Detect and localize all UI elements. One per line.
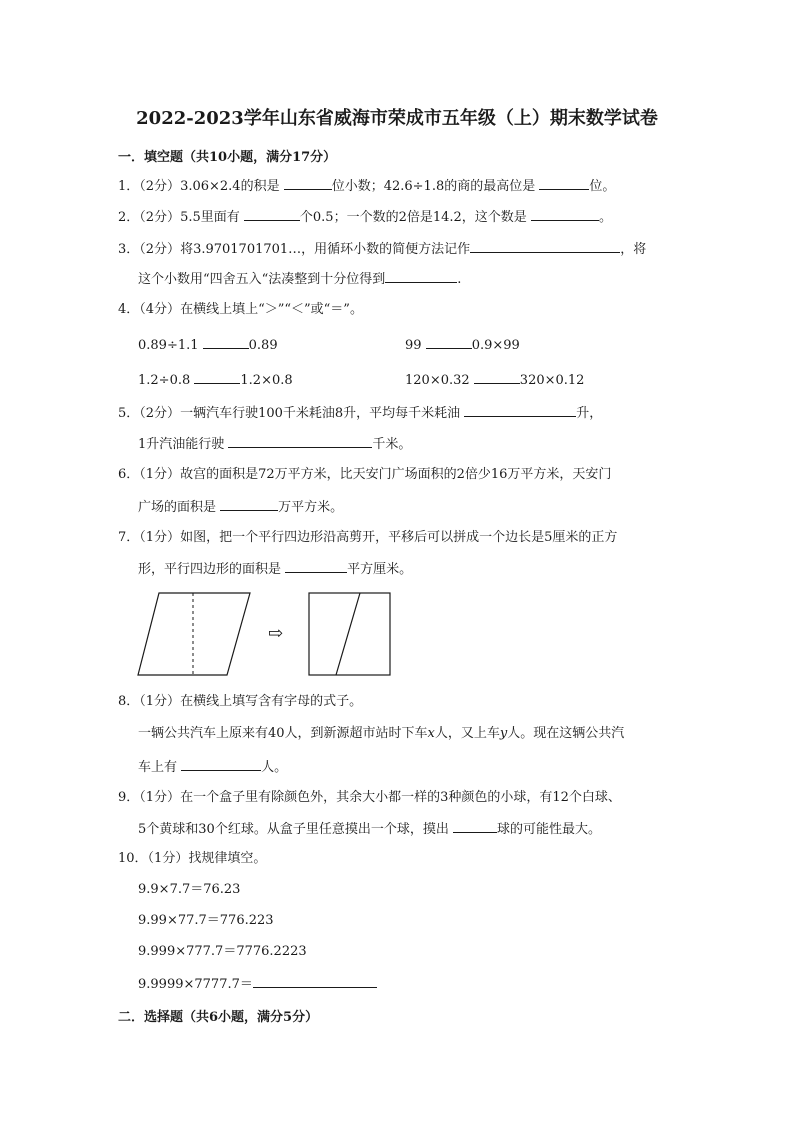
q10-equation-2: 9.99×77.7＝776.223	[138, 913, 274, 928]
question-7	[118, 530, 617, 546]
q4-blank-3[interactable]	[194, 371, 240, 384]
q3-text-d: .	[457, 272, 462, 287]
q3-number: 3．	[118, 242, 140, 257]
q6-number: 6．	[118, 467, 140, 482]
q7-number: 7．	[118, 530, 140, 545]
q10-equation-3: 9.999×777.7＝7776.2223	[138, 944, 307, 959]
q4-item-2-left: 99	[405, 338, 422, 353]
section-heading-multiple-choice: 二．选择题（共6小题，满分5分）	[118, 1010, 319, 1025]
q8-text-f: 人。	[261, 760, 288, 775]
question-3	[118, 240, 646, 258]
question-4	[118, 302, 363, 318]
q10-blank-1[interactable]	[253, 975, 377, 988]
q2-text-b: 个0.5；一个数的2倍是14.2，这个数是	[299, 210, 527, 225]
q5-blank-1[interactable]	[464, 404, 576, 417]
q4-item-4	[405, 371, 584, 388]
question-6	[118, 467, 611, 483]
question-8-line-2	[138, 726, 624, 742]
q4-blank-2[interactable]	[426, 336, 472, 349]
question-1	[118, 177, 615, 195]
transform-arrow-icon: ⇨	[268, 623, 284, 644]
q8-text-d: 人。现在这辆公共汽	[507, 726, 625, 741]
q8-number: 8．	[118, 694, 140, 709]
q6-text-b: 广场的面积是	[138, 500, 217, 515]
question-6-line-2	[138, 498, 343, 516]
q4-item-3-right: 1.2×0.8	[240, 373, 293, 388]
q4-item-2	[405, 336, 520, 353]
q4-item-3-left: 1.2÷0.8	[138, 373, 191, 388]
q9-text-c: 球的可能性最大。	[496, 822, 601, 837]
q5-score: （2分）	[139, 406, 181, 421]
q1-number: 1．	[118, 179, 140, 194]
q6-text-c: 万平方米。	[278, 500, 344, 515]
q8-score: （1分）	[139, 694, 181, 709]
q5-text-c: 1升汽油能行驶	[138, 437, 225, 452]
q8-text-c: 人，又上车	[434, 726, 500, 741]
q9-blank-1[interactable]	[453, 820, 497, 833]
q1-text-c: 位。	[589, 179, 616, 194]
q4-number: 4．	[118, 302, 140, 317]
question-10	[118, 851, 266, 867]
q10-equation-1: 9.9×7.7＝76.23	[138, 882, 241, 897]
q7-text-b: 形，平行四边形的面积是	[138, 562, 282, 577]
square-cut-line	[336, 593, 360, 675]
q1-blank-1[interactable]	[284, 177, 332, 190]
question-9-line-2	[138, 820, 601, 838]
q5-text-a: 一辆汽车行驶100千米耗油8升，平均每千米耗油	[180, 406, 461, 421]
q4-item-3	[138, 371, 293, 388]
q8-text-b: 一辆公共汽车上原来有40人，到新源超市站时下车	[138, 726, 428, 741]
q3-score: （2分）	[139, 242, 181, 257]
q5-blank-2[interactable]	[228, 435, 372, 448]
q6-blank-1[interactable]	[220, 498, 278, 511]
q3-blank-1[interactable]	[470, 240, 620, 253]
q2-score: （2分）	[139, 210, 181, 225]
section-heading-fill-in: 一．填空题（共10小题，满分17分）	[118, 150, 337, 165]
q4-blank-1[interactable]	[203, 336, 249, 349]
q2-blank-1[interactable]	[244, 208, 300, 221]
q9-text-b: 5个黄球和30个红球。从盒子里任意摸出一个球，摸出	[138, 822, 449, 837]
q9-text-a: 在一个盒子里有除颜色外，其余大小都一样的3种颜色的小球，有12个白球、	[180, 790, 621, 805]
q8-var-x: x	[427, 726, 435, 741]
question-3-line-2	[138, 270, 461, 288]
square-shape	[309, 593, 390, 675]
question-5-line-2	[138, 435, 411, 453]
q3-blank-2[interactable]	[385, 270, 457, 283]
q10-equation-4	[138, 975, 377, 993]
q2-blank-2[interactable]	[531, 208, 599, 221]
question-8-line-3	[138, 758, 287, 776]
q8-blank-1[interactable]	[181, 758, 261, 771]
q4-item-4-left: 120×0.32	[405, 373, 470, 388]
q5-number: 5．	[118, 406, 140, 421]
q4-item-1-right: 0.89	[248, 338, 278, 353]
question-2	[118, 208, 612, 226]
q3-text-b: ，将	[620, 242, 647, 257]
q10-text-a: 找规律填空。	[188, 851, 267, 866]
q4-score: （4分）	[139, 302, 181, 317]
page-title: 2022-2023学年山东省威海市荣成市五年级（上）期末数学试卷	[136, 108, 658, 129]
q9-score: （1分）	[139, 790, 181, 805]
question-7-line-2	[138, 560, 412, 578]
q10-number: 10．	[118, 851, 148, 866]
q5-text-d: 千米。	[372, 437, 412, 452]
question-5	[118, 404, 602, 422]
q10-equation-4-text: 9.9999×7777.7＝	[138, 977, 253, 992]
q4-item-1	[138, 336, 278, 353]
q9-number: 9．	[118, 790, 140, 805]
q3-text-c: 这个小数用“四舍五入“法凑整到十分位得到	[138, 272, 386, 287]
q1-score: （2分）	[139, 179, 181, 194]
q2-number: 2．	[118, 210, 140, 225]
q4-text: 在横线上填上“＞”“＜”或“＝”。	[180, 302, 363, 317]
parallelogram-shape	[138, 593, 250, 675]
q5-text-b: 升，	[576, 406, 603, 421]
q8-var-y: y	[499, 726, 508, 741]
q4-blank-4[interactable]	[474, 371, 520, 384]
q8-text-e: 车上有	[138, 760, 178, 775]
question-9	[118, 790, 621, 806]
q1-blank-2[interactable]	[539, 177, 589, 190]
q7-text-c: 平方厘米。	[347, 562, 413, 577]
q7-blank-1[interactable]	[285, 560, 347, 573]
q4-item-1-left: 0.89÷1.1	[138, 338, 199, 353]
q2-text-a: 5.5里面有	[180, 210, 240, 225]
q4-item-4-right: 320×0.12	[519, 373, 585, 388]
q8-text-a: 在横线上填写含有字母的式子。	[180, 694, 363, 709]
q7-figure	[136, 591, 396, 677]
q2-text-c: 。	[598, 210, 612, 225]
q1-text-a: 3.06×2.4的积是	[180, 179, 280, 194]
q6-text-a: 故宫的面积是72万平方米，比天安门广场面积的2倍少16万平方米，天安门	[180, 467, 612, 482]
q4-item-2-right: 0.9×99	[471, 338, 520, 353]
question-8	[118, 694, 362, 710]
q10-score: （1分）	[147, 851, 189, 866]
q1-text-b: 位小数；42.6÷1.8的商的最高位是	[331, 179, 536, 194]
q3-text-a: 将3.9701701701…，用循环小数的简便方法记作	[180, 242, 471, 257]
q7-score: （1分）	[139, 530, 181, 545]
q7-text-a: 如图，把一个平行四边形沿高剪开，平移后可以拼成一个边长是5厘米的正方	[180, 530, 618, 545]
q6-score: （1分）	[139, 467, 181, 482]
